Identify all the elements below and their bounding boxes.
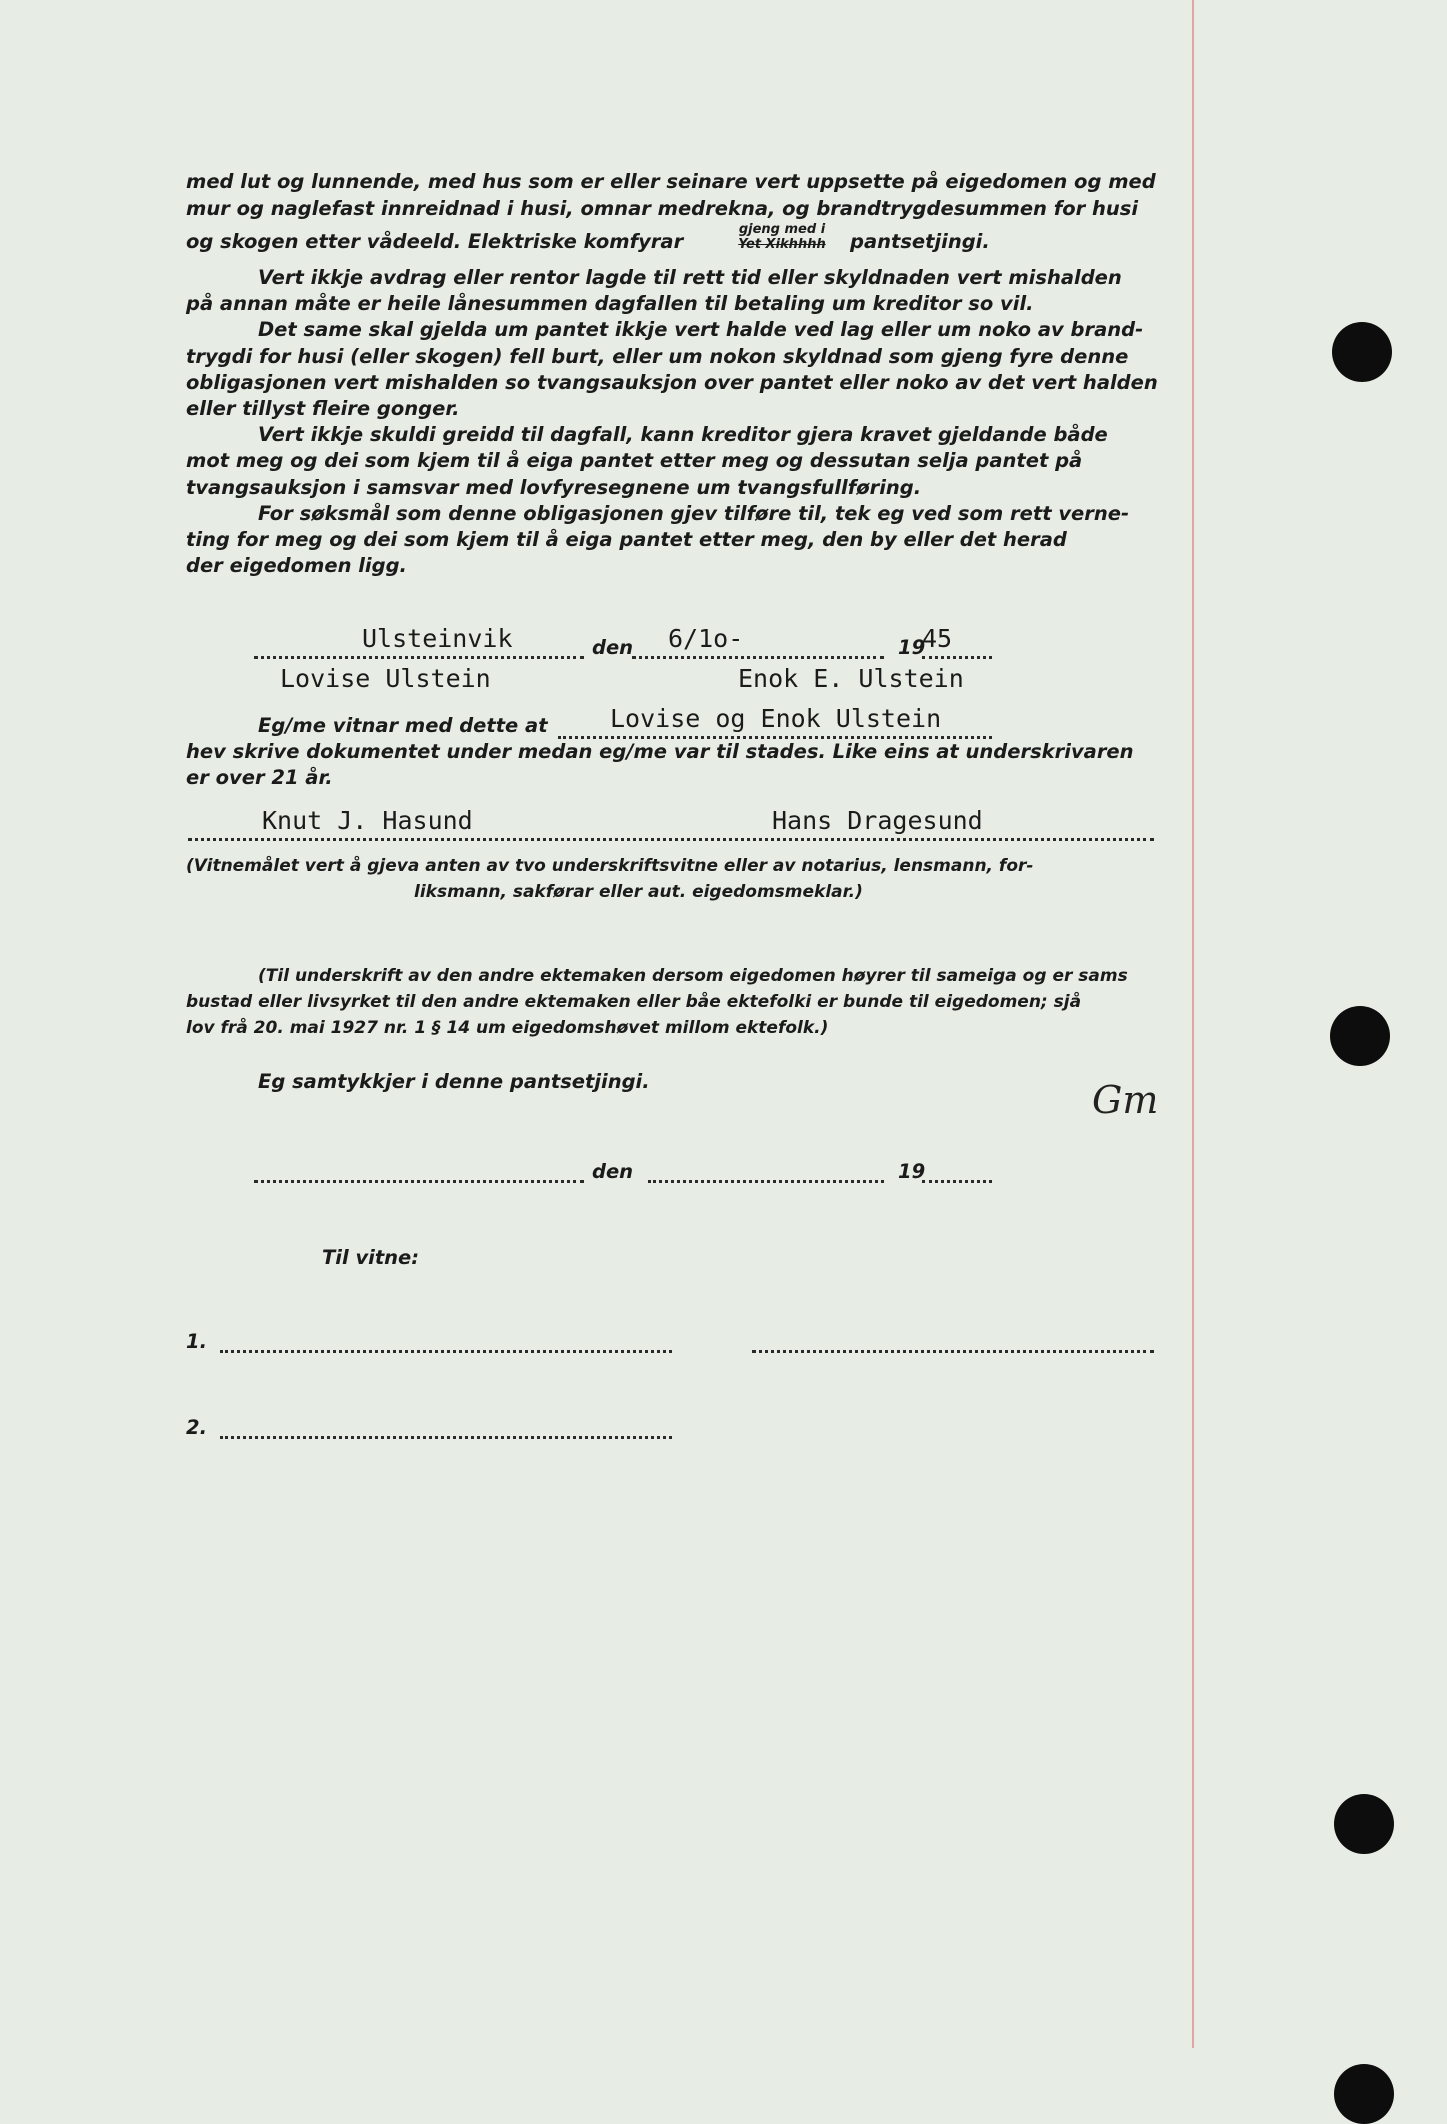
body-line: For søksmål som denne obligasjonen gjev tilføre til, tek eg ved som rett verne- xyxy=(258,502,1130,525)
date-dotted-line xyxy=(632,656,884,659)
witness-2-name: Hans Dragesund xyxy=(772,806,983,835)
body-line: tvangsauksjon i samsvar med lovfyresegnene um tvangsfullføring. xyxy=(186,476,922,499)
spouse-year-dotted-line xyxy=(922,1180,992,1183)
inserted-stack xyxy=(722,222,842,252)
witness-1-line xyxy=(220,1350,672,1353)
body-line: mur og naglefast innreidnad i husi, omnar medrekna, og brandtrygdesummen for husi xyxy=(186,197,1139,220)
spouse-year-prefix: 19 xyxy=(898,1160,926,1183)
year-prefix: 19 xyxy=(898,636,926,659)
year-dotted-line xyxy=(922,656,992,659)
witness-note: (Vitnemålet vert å gjeva anten av tvo underskriftsvitne eller av notarius, lensmann, for- xyxy=(186,856,1034,876)
witness-intro: Eg/me vitnar med dette at xyxy=(258,714,548,737)
signature-place: Ulsteinvik xyxy=(362,624,513,653)
body-line: med lut og lunnende, med hus som er eller seinare vert uppsette på eigedomen og med xyxy=(186,170,1156,193)
spouse-consent: Eg samtykkjer i denne pantsetjingi. xyxy=(258,1070,650,1093)
til-vitne-label: Til vitne: xyxy=(322,1246,420,1269)
punch-hole xyxy=(1334,2064,1394,2124)
witness-2-line xyxy=(220,1436,672,1439)
witness-1-name: Knut J. Hasund xyxy=(262,806,473,835)
spouse-note: (Til underskrift av den andre ektemaken dersom eigedomen høyrer til sameiga og er sams xyxy=(258,966,1128,986)
handwritten-initials: Gm xyxy=(1092,1078,1159,1122)
body-line: der eigedomen ligg. xyxy=(186,554,407,577)
spouse-den-label: den xyxy=(592,1160,634,1183)
signer-1: Lovise Ulstein xyxy=(280,664,491,693)
witness-note: liksmann, sakførar eller aut. eigedomsmeklar.) xyxy=(414,882,863,902)
witness-number: 1. xyxy=(186,1330,207,1353)
stack-top: gjeng med i xyxy=(738,222,826,237)
witness-line: er over 21 år. xyxy=(186,766,333,789)
body-line: Det same skal gjelda um pantet ikkje vert halde ved lag eller um noko av brand- xyxy=(258,318,1144,341)
body-line: obligasjonen vert mishalden so tvangsauksjon over pantet eller noko av det vert halden xyxy=(186,371,1158,394)
stack-bottom: Yet Xikhhhh xyxy=(738,237,826,252)
witness-line: hev skrive dokumentet under medan eg/me var til stades. Like eins at underskrivaren xyxy=(186,740,1134,763)
body-line: eller tillyst fleire gonger. xyxy=(186,397,460,420)
body-line: trygdi for husi (eller skogen) fell burt, eller um nokon skyldnad som gjeng fyre denne xyxy=(186,345,1129,368)
signer-2: Enok E. Ulstein xyxy=(738,664,964,693)
punch-hole xyxy=(1332,322,1392,382)
witness-1-line-right xyxy=(752,1350,1154,1353)
den-label: den xyxy=(592,636,634,659)
body-line: på annan måte er heile lånesummen dagfallen til betaling um kreditor so vil. xyxy=(186,292,1034,315)
spouse-note: bustad eller livsyrket til den andre ektemaken eller båe ektefolki er bunde til eigedomen; sjå xyxy=(186,992,1082,1012)
body-line: Vert ikkje skuldi greidd til dagfall, kann kreditor gjera kravet gjeldande både xyxy=(258,423,1108,446)
punch-hole xyxy=(1334,1794,1394,1854)
body-line: mot meg og dei som kjem til å eiga pantet etter meg og dessutan selja pantet på xyxy=(186,449,1083,472)
spouse-place-dotted-line xyxy=(254,1180,584,1183)
body-line-with-insert xyxy=(186,230,683,253)
spouse-note: lov frå 20. mai 1927 nr. 1 § 14 um eigedomshøvet millom ektefolk.) xyxy=(186,1018,829,1038)
line3-before: og skogen etter vådeeld. Elektriske komfyrar xyxy=(186,230,684,253)
punch-hole xyxy=(1330,1006,1390,1066)
body-line: Vert ikkje avdrag eller rentor lagde til rett tid eller skyldnaden vert mishalden xyxy=(258,266,1122,289)
witnessed-names: Lovise og Enok Ulstein xyxy=(610,704,942,733)
body-line: ting for meg og dei som kjem til å eiga pantet etter meg, den by eller det herad xyxy=(186,528,1067,551)
spouse-date-dotted-line xyxy=(648,1180,884,1183)
red-margin-line xyxy=(1192,0,1194,2048)
signature-date: 6/1o- xyxy=(668,624,744,653)
witness-names-dotted-line xyxy=(558,736,992,739)
line3-after: pantsetjingi. xyxy=(850,230,990,253)
year-suffix: 45 xyxy=(922,624,953,653)
place-dotted-line xyxy=(254,656,584,659)
witness-number: 2. xyxy=(186,1416,207,1439)
witness-dotted-line xyxy=(188,838,1154,841)
